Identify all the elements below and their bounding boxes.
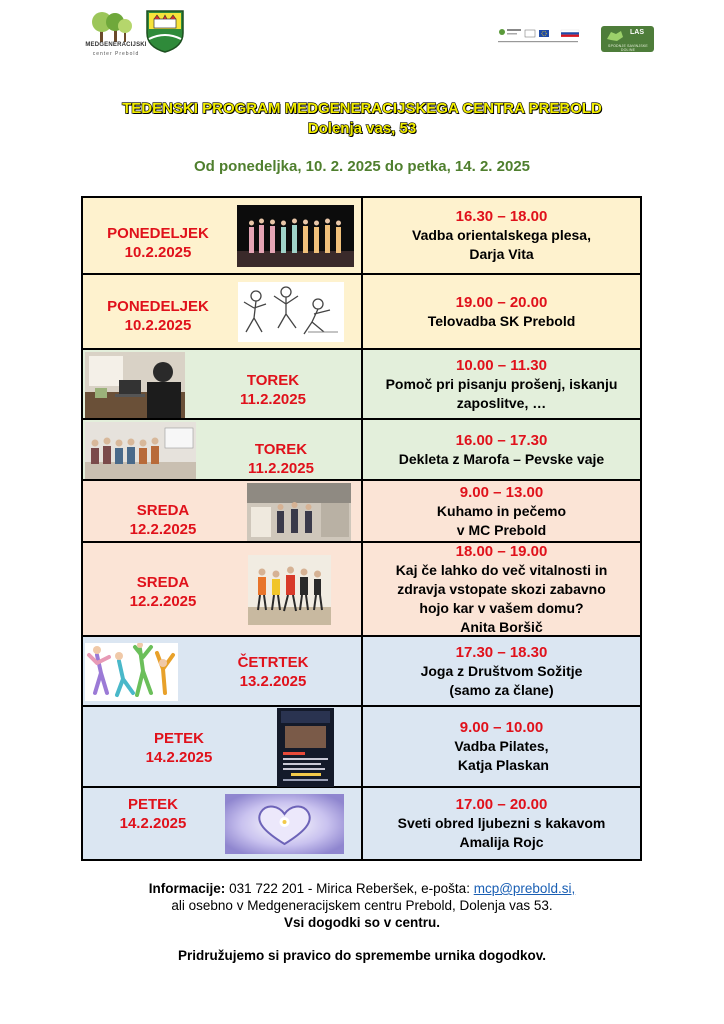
day-cell	[83, 198, 363, 273]
schedule-table	[81, 196, 642, 861]
heart-ceremony-image	[225, 794, 344, 854]
event-desc-line: Katja Plaskan	[454, 757, 549, 773]
las-sub: SPODNJE SAVINJSKE DOLINE	[608, 44, 648, 52]
address-line: ali osebno v Medgeneracijskem centru Prebold, Dolenja vas 53.	[171, 898, 553, 913]
event-time: 9.00 – 10.00	[459, 719, 544, 736]
event-time: 17.00 – 20.00	[455, 796, 548, 813]
schedule-row	[83, 788, 640, 859]
kitchen-photo	[247, 483, 351, 541]
schedule-row	[83, 637, 640, 707]
event-time: 19.00 – 20.00	[455, 293, 548, 311]
day-date: 12.2.2025	[129, 593, 197, 610]
event-desc-line: v MC Prebold	[456, 521, 547, 538]
schedule-row	[83, 275, 640, 350]
info-label: Informacije:	[148, 881, 226, 896]
event-desc-line: Joga z Društvom Sožitje	[420, 662, 583, 679]
email-link[interactable]: mcp@prebold.si,	[473, 881, 576, 896]
event-desc-line: Sveti obred ljubezni s kakavom	[397, 815, 606, 831]
event-cell	[363, 543, 640, 635]
day-date: 14.2.2025	[145, 749, 213, 766]
event-cell	[363, 420, 640, 479]
walking-fitness-photo	[248, 555, 331, 625]
prebold-crest-icon	[145, 9, 185, 53]
day-date: 14.2.2025	[119, 815, 187, 832]
schedule-row	[83, 543, 640, 637]
mc-logo-sub: center Prebold	[92, 51, 140, 57]
event-cell	[363, 275, 640, 348]
event-time: 10.00 – 11.30	[456, 356, 547, 374]
day-name: PETEK	[127, 796, 178, 813]
dance-photo	[237, 205, 354, 267]
day-name: PONEDELJEK	[107, 225, 209, 242]
day-name: SREDA	[136, 574, 190, 591]
choir-photo	[85, 422, 196, 479]
event-desc-line: zaposlitve, …	[456, 394, 547, 411]
day-date: 10.2.2025	[124, 317, 192, 334]
day-cell	[83, 543, 363, 635]
schedule-row	[83, 707, 640, 788]
eu-funding-logos	[498, 28, 583, 48]
info-text: 031 722 201 - Mirica Reberšek, e-pošta:	[225, 881, 474, 896]
event-cell	[363, 350, 640, 418]
day-name: TOREK	[246, 372, 300, 389]
event-desc-line: Telovadba SK Prebold	[427, 312, 576, 329]
day-date: 11.2.2025	[240, 391, 306, 408]
events-note: Vsi dogodki so v centru.	[283, 915, 441, 930]
event-desc-line: Anita Boršič	[460, 618, 543, 635]
day-cell	[83, 637, 363, 705]
pilates-flyer	[277, 708, 334, 787]
event-desc-line: Kaj če lahko do več vitalnosti in	[395, 561, 608, 578]
event-desc-line: Dekleta z Marofa – Pevske vaje	[398, 450, 605, 467]
day-name: PONEDELJEK	[107, 298, 209, 315]
las-label: LAS	[630, 29, 644, 36]
event-cell	[363, 481, 640, 541]
schedule-row	[83, 481, 640, 543]
day-cell	[83, 788, 363, 859]
schedule-row	[83, 420, 640, 481]
contact-info	[0, 880, 724, 897]
event-desc-line: zdravja vstopate skozi zabavno	[397, 580, 606, 597]
mc-logo-name: MEDGENERACIJSKI	[85, 42, 147, 48]
event-desc-line: Pomoč pri pisanju prošenj, iskanju	[385, 375, 618, 392]
day-date: 10.2.2025	[124, 244, 192, 261]
day-date: 11.2.2025	[248, 460, 314, 477]
event-desc-line: Amalija Rojc	[459, 834, 544, 850]
event-desc-line: Vadba orientalskega plesa,	[412, 227, 591, 243]
event-cell	[363, 637, 640, 705]
day-cell	[83, 420, 363, 479]
day-cell	[83, 275, 363, 348]
yoga-illustration	[85, 643, 178, 701]
event-desc-line: (samo za člane)	[449, 681, 554, 698]
event-time: 9.00 – 13.00	[459, 483, 544, 501]
day-cell	[83, 481, 363, 541]
day-name: SREDA	[136, 502, 190, 519]
event-cell	[363, 707, 640, 786]
program-dates: Od ponedeljka, 10. 2. 2025 do petka, 14. 2. 2025	[194, 158, 530, 175]
event-cell	[363, 788, 640, 859]
day-name: TOREK	[254, 441, 308, 458]
program-address: Dolenja vas, 53	[307, 120, 417, 137]
schedule-row	[83, 350, 640, 420]
event-desc-line: hojo kar v vašem domu?	[419, 599, 584, 616]
event-desc-line: Darja Vita	[469, 246, 534, 262]
event-cell	[363, 198, 640, 273]
event-time: 16.00 – 17.30	[455, 431, 548, 449]
schedule-row	[83, 198, 640, 275]
program-title: TEDENSKI PROGRAM MEDGENERACIJSKEGA CENTRA PREBOLD	[122, 100, 602, 117]
day-cell	[83, 350, 363, 418]
event-time: 17.30 – 18.30	[455, 643, 548, 661]
event-desc-line: Kuhamo in pečemo	[436, 502, 567, 519]
day-date: 12.2.2025	[129, 521, 197, 538]
day-cell	[83, 707, 363, 786]
day-date: 13.2.2025	[239, 673, 307, 690]
las-map-icon	[605, 29, 625, 43]
day-name: ČETRTEK	[237, 654, 309, 671]
laptop-photo	[85, 352, 185, 418]
exercise-drawing	[238, 282, 344, 342]
event-time: 16.30 – 18.00	[455, 208, 548, 225]
event-time: 18.00 – 19.00	[455, 542, 548, 560]
schedule-change-note: Pridružujemo si pravico do spremembe urnika dogodkov.	[177, 948, 547, 963]
event-desc-line: Vadba Pilates,	[454, 738, 549, 754]
day-name: PETEK	[153, 730, 204, 747]
